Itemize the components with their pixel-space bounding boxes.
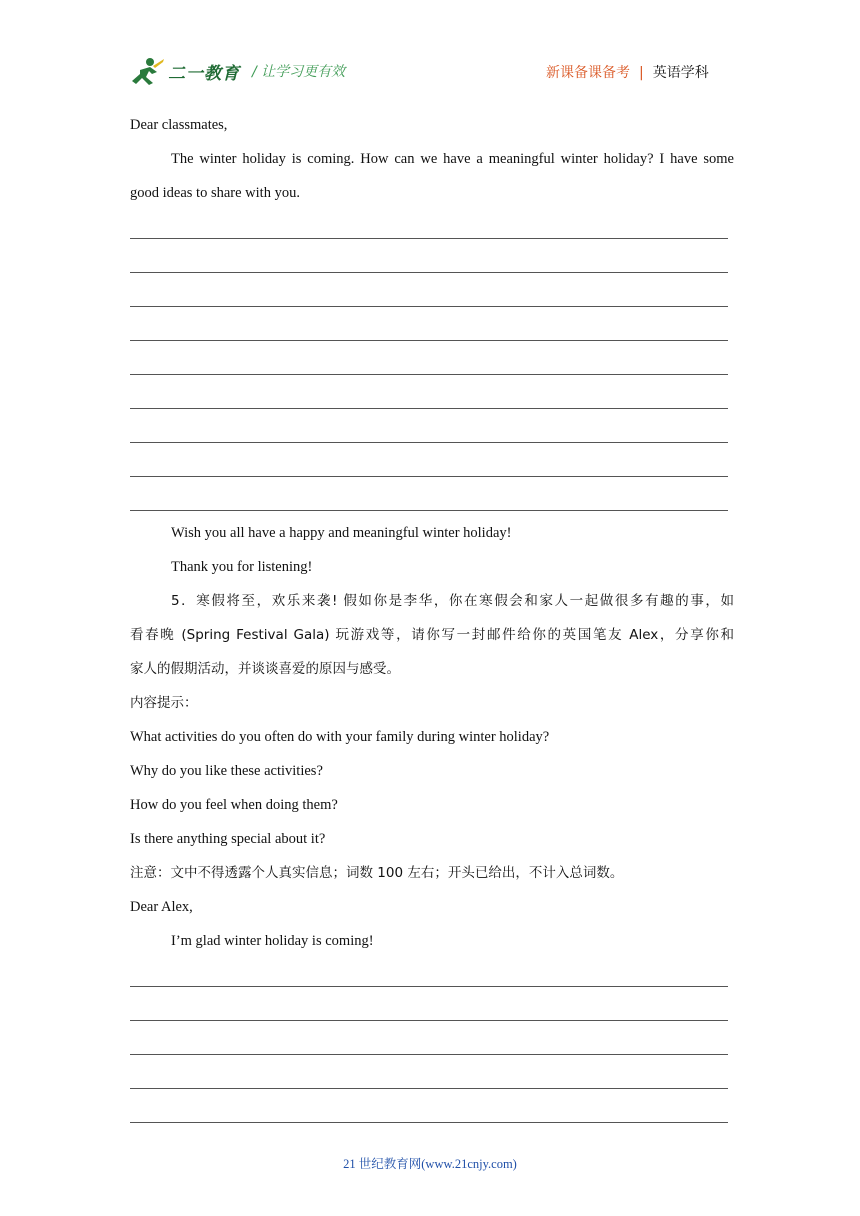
hint-item: Is there anything special about it?	[130, 831, 326, 847]
closing-wish: Wish you all have a happy and meaningful winter holiday!	[171, 525, 512, 541]
writing-area-1[interactable]	[130, 210, 734, 516]
hint-item: How do you feel when doing them?	[130, 797, 338, 813]
slogan: / 让学习更有效	[252, 64, 346, 80]
header-tagline: 新课备课备考	[546, 65, 630, 81]
task5-line-3: 家人的假期活动，并谈谈喜爱的原因与感受。	[130, 661, 400, 677]
task5-line-1: 5．寒假将至，欢乐来袭! 假如你是李华，你在寒假会和家人一起做很多有趣的事，如	[171, 593, 734, 609]
writing-area-2[interactable]	[130, 958, 734, 1128]
answer-line[interactable]	[130, 312, 734, 346]
answer-line[interactable]	[130, 1026, 734, 1060]
answer-line[interactable]	[130, 958, 734, 992]
page-header	[0, 0, 860, 100]
writing-note: 注意：文中不得透露个人真实信息；词数 100 左右；开头已给出，不计入总词数。	[130, 865, 624, 881]
greeting-alex: Dear Alex,	[130, 899, 193, 915]
answer-line[interactable]	[130, 414, 734, 448]
answer-line[interactable]	[130, 346, 734, 380]
intro-line-1: The winter holiday is coming. How can we have a meaningful winter holiday? I have some	[171, 151, 734, 167]
document-body	[130, 108, 734, 1128]
header-subject-label: 英语学科	[652, 65, 709, 81]
logo	[130, 56, 245, 88]
answer-line[interactable]	[130, 992, 734, 1026]
answer-line[interactable]	[130, 448, 734, 482]
hint-item: Why do you like these activities?	[130, 763, 323, 779]
answer-line[interactable]	[130, 210, 734, 244]
hint-label: 内容提示：	[130, 695, 198, 711]
answer-line[interactable]	[130, 482, 734, 516]
greeting-classmates: Dear classmates,	[130, 117, 228, 133]
answer-line[interactable]	[130, 1060, 734, 1094]
answer-line[interactable]	[130, 380, 734, 414]
letter-opening: I’m glad winter holiday is coming!	[171, 933, 374, 949]
runner-logo-icon	[130, 56, 166, 88]
hint-item: What activities do you often do with your family during winter holiday?	[130, 729, 550, 745]
page-footer: 21 世纪教育网(www.21cnjy.com)	[343, 1157, 517, 1171]
header-divider: |	[639, 65, 644, 81]
intro-line-2: good ideas to share with you.	[130, 185, 300, 201]
closing-thanks: Thank you for listening!	[171, 559, 313, 575]
header-subject	[546, 62, 709, 82]
answer-line[interactable]	[130, 244, 734, 278]
logo-text: 二一教育	[168, 64, 240, 84]
task5-line-2: 看春晚 (Spring Festival Gala) 玩游戏等，请你写一封邮件给你的英国笔友 Alex，分享你和	[130, 627, 734, 643]
answer-line[interactable]	[130, 1094, 734, 1128]
answer-line[interactable]	[130, 278, 734, 312]
